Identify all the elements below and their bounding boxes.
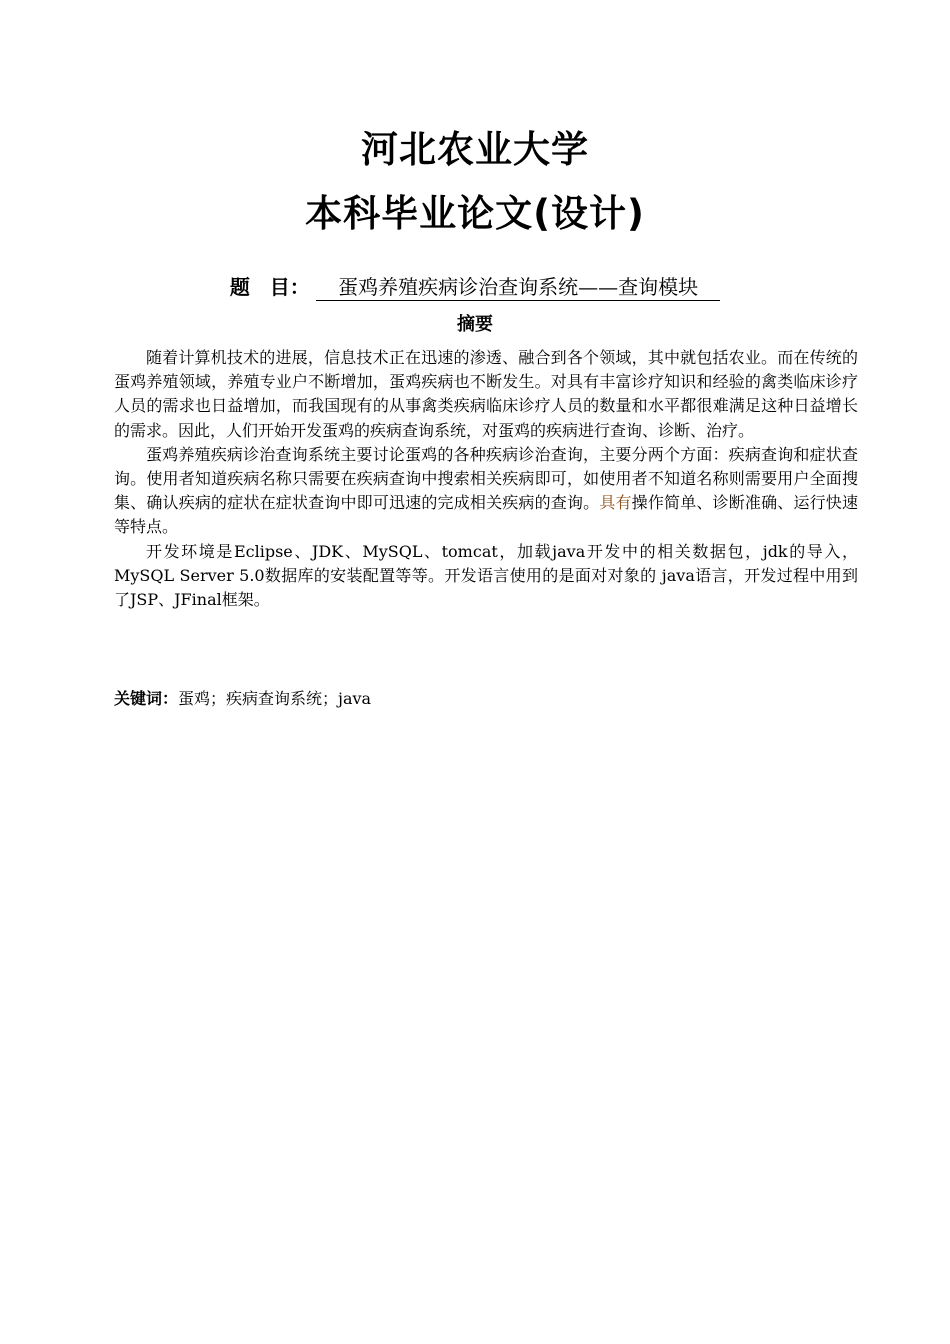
university-title: 河北农业大学 xyxy=(361,128,589,171)
abstract-paragraph-1: 随着计算机技术的进展，信息技术正在迅速的渗透、融合到各个领域，其中就包括农业。而在传统的蛋鸡养殖领域，养殖专业户不断增加，蛋鸡疾病也不断发生。对具有丰富诊疗知识和经验的禽类临床诊疗人员的需求也日益增加，而我国现有的从事禽类疾病临床诊疗人员的数量和水平都很难满足这种日益增长的需求。因此，人们开始开发蛋鸡的疾病查询系统，对蛋鸡的疾病进行查询、诊断、治疗。 xyxy=(114,348,858,440)
topic-value: 蛋鸡养殖疾病诊治查询系统——查询模块 xyxy=(316,274,720,301)
keywords-value: 蛋鸡；疾病查询系统；java xyxy=(178,689,372,708)
thesis-title: 本科毕业论文(设计) xyxy=(305,192,645,235)
keywords-row xyxy=(114,687,858,711)
abstract-paragraph-3: 开发环境是Eclipse、JDK、MySQL、tomcat，加载java开发中的相关数据包，jdk的导入，MySQL Server 5.0数据库的安装配置等等。开发语言使用的是面对对象的 java语言，开发过程中用到了JSP、JFinal框架。 xyxy=(114,541,858,610)
abstract-paragraph-2 xyxy=(114,443,858,540)
topic-label: 题 目： xyxy=(229,275,310,299)
abstract-body xyxy=(114,346,858,612)
topic-row xyxy=(0,272,950,302)
abstract-paragraph-2-tail: 操作简单、诊断准确、运行快速等特点。 xyxy=(114,493,858,537)
keywords-label: 关键词： xyxy=(114,689,179,708)
abstract-heading: 摘要 xyxy=(457,314,493,335)
abstract-paragraph-2-highlight: 具有 xyxy=(599,493,632,513)
abstract-paragraph-2-text: 蛋鸡养殖疾病诊治查询系统主要讨论蛋鸡的各种疾病诊治查询，主要分两个方面：疾病查询和症状查询。使用者知道疾病名称只需要在疾病查询中搜索相关疾病即可，如使用者不知道名称则需要用户全面搜集、确认疾病的症状在症状查询中即可迅速的完成相关疾病的查询。 xyxy=(114,444,858,513)
